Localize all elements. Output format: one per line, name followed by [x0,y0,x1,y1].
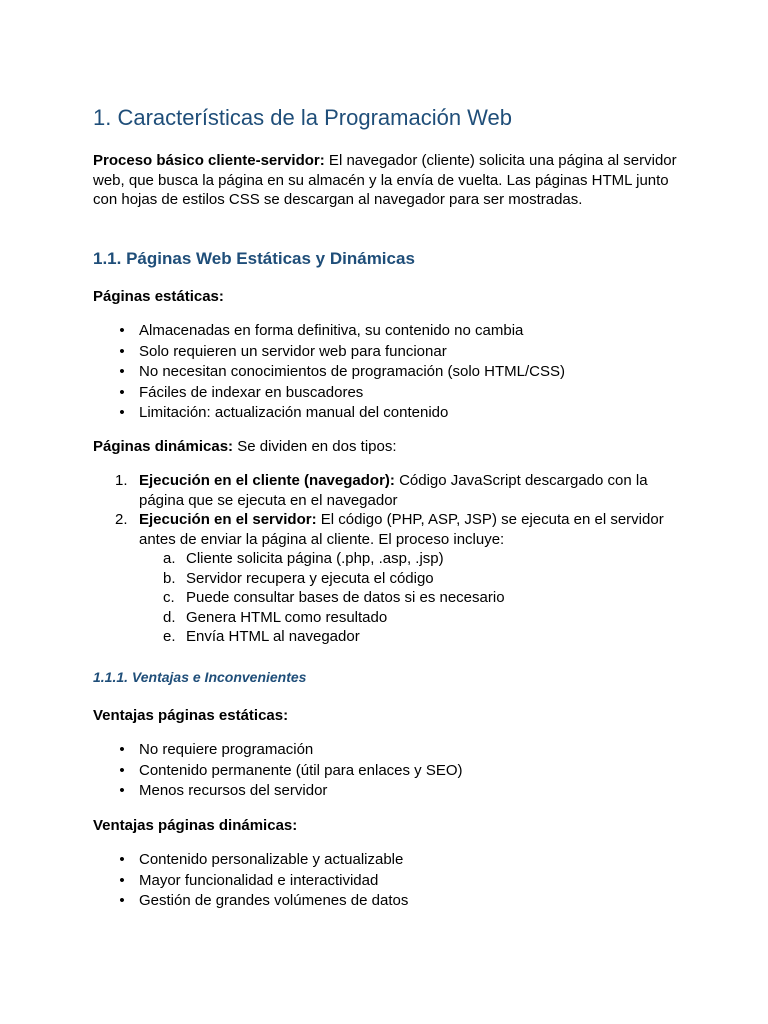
intro-paragraph [93,151,683,210]
list-letter: a. [163,550,176,568]
list-number: 2. [115,511,128,529]
dynamic-types-list [93,471,683,646]
intro-label: Proceso básico cliente-servidor: [93,152,325,169]
list-item: • Fáciles de indexar en buscadores [93,383,565,404]
list-item: e. Envía HTML al navegador [163,628,360,645]
intro-text: El navegador (cliente) solicita una página al servidor web, que busca la página en su almacén y la envía de vuelta. Las páginas HTML junto con hojas de estilos CSS se descargan al navegador para ser mostradas. [93,152,677,209]
list-letter: d. [163,608,176,626]
server-process-list [139,549,683,646]
bullet-icon: • [119,851,125,868]
bullet-icon: • [119,782,125,799]
list-item: c. Puede consultar bases de datos si es necesario [163,589,505,607]
list-item: • Mayor funcionalidad e interactividad [93,871,408,892]
dynamic-pages-text: Se dividen en dos tipos: [233,438,397,455]
list-item: • Solo requieren un servidor web para funcionar [93,342,565,363]
list-item: • Contenido personalizable y actualizable [93,850,408,871]
dynamic-pages-paragraph [93,437,683,457]
bullet-icon: • [119,363,125,380]
list-number: 1. [115,472,128,489]
list-letter: b. [163,569,176,587]
list-item: • Limitación: actualización manual del contenido [93,403,565,424]
static-advantages-list [93,740,463,802]
static-pages-label: Páginas estáticas: [93,288,224,305]
list-item: b. Servidor recupera y ejecuta el código [163,569,434,587]
dynamic-advantages-label: Ventajas páginas dinámicas: [93,817,298,834]
list-item: d. Genera HTML como resultado [163,608,388,626]
list-item: • No requiere programación [93,740,463,761]
bullet-icon: • [119,892,125,909]
list-letter: c. [163,589,175,607]
list-item: • Gestión de grandes volúmenes de datos [93,891,408,912]
bullet-icon: • [119,741,125,758]
section-heading-1-1-1: 1.1.1. Ventajas e Inconvenientes [93,669,307,685]
bullet-icon: • [119,404,125,421]
list-item: • Contenido permanente (útil para enlaces y SEO) [93,761,463,782]
list-item: 1. Ejecución en el cliente (navegador): Código JavaScript descargado con la página que se ejecuta en el navegador [115,472,648,509]
list-item: • No necesitan conocimientos de programación (solo HTML/CSS) [93,362,565,383]
list-item: • Almacenadas en forma definitiva, su contenido no cambia [93,321,565,342]
bullet-icon: • [119,322,125,339]
dynamic-pages-label: Páginas dinámicas: [93,438,234,455]
list-item: • Menos recursos del servidor [93,781,463,802]
list-letter: e. [163,628,176,645]
bullet-icon: • [119,871,125,889]
bullet-icon: • [119,342,125,360]
list-item: a. Cliente solicita página (.php, .asp, .jsp) [163,550,444,568]
static-advantages-label: Ventajas páginas estáticas: [93,707,289,724]
bullet-icon: • [119,383,125,401]
list-item: 2. Ejecución en el servidor: El código (PHP, ASP, JSP) se ejecuta en el servidor antes de enviar la página al cliente. El proceso incluye: a. Cliente solicita página (.php, .asp, .jsp) b. Servidor recupera y ejecuta el código c. Puede consultar bases de datos si es necesario d. Genera HTML como resultado e. Envía HTML al navegador [93,510,683,646]
static-pages-list [93,321,565,424]
section-heading-1-1: 1.1. Páginas Web Estáticas y Dinámicas [93,249,415,268]
bullet-icon: • [119,761,125,779]
dynamic-advantages-list [93,850,408,912]
page-title: 1. Características de la Programación Web [93,105,512,130]
